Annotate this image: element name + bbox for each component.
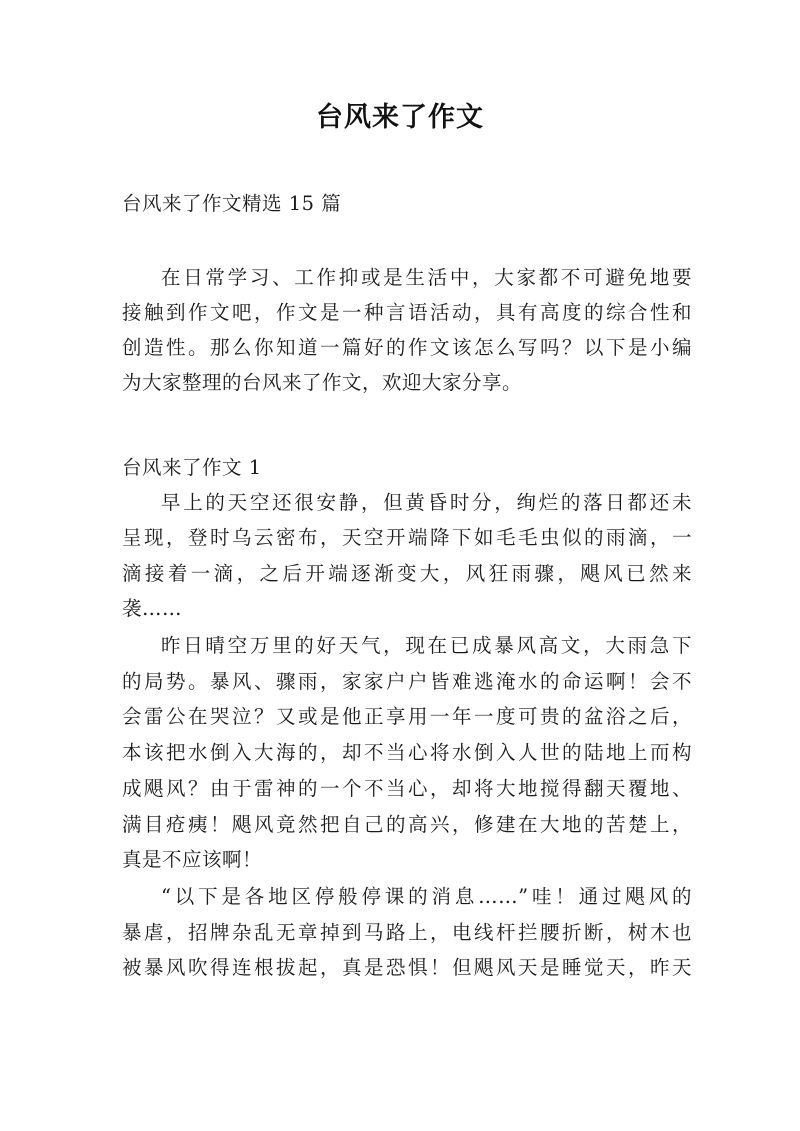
paragraph-line: 袭……: [122, 597, 183, 620]
intro-line: 创造性。那么你知道一篇好的作文该怎么写吗？以下是小编: [122, 336, 692, 359]
paragraph-line: 真是不应该啊！: [122, 848, 263, 871]
intro-line: 为大家整理的台风来了作文，欢迎大家分享。: [122, 371, 523, 394]
paragraph-line: 呈现，登时乌云密布，天空开端降下如毛毛虫似的雨滴，一: [122, 526, 692, 549]
paragraph-line: 昨日晴空万里的好天气，现在已成暴风高文，大雨急下: [161, 634, 692, 657]
paragraph-line: 会雷公在哭泣？又或是他正享用一年一度可贵的盆浴之后，: [122, 705, 692, 728]
paragraph-line: 满目疮痍！飓风竟然把自己的高兴，修建在大地的苦楚上，: [122, 813, 692, 836]
paragraph-line: 本该把水倒入大海的，却不当心将水倒入人世的陆地上而构: [122, 741, 692, 764]
paragraph-line: 被暴风吹得连根拔起，真是恐惧！但飓风天是睡觉天，昨天: [122, 956, 692, 979]
paragraph-line: 早上的天空还很安静，但黄昏时分，绚烂的落日都还未: [161, 491, 692, 514]
section-heading: 台风来了作文 1: [122, 456, 262, 479]
intro-line: 在日常学习、工作抑或是生活中，大家都不可避免地要: [161, 266, 692, 289]
document-title: 台风来了作文: [316, 102, 484, 133]
paragraph-line: 的局势。暴风、骤雨，家家户户皆难逃淹水的命运啊！会不: [122, 670, 692, 693]
paragraph-line: 成飓风？由于雷神的一个不当心，却将大地搅得翻天覆地、: [122, 777, 692, 800]
intro-line: 接触到作文吧，作文是一种言语活动，具有高度的综合性和: [122, 301, 692, 324]
paragraph-line: “以下是各地区停般停课的消息……”哇！通过飓风的: [161, 885, 692, 908]
paragraph-line: 暴虐，招牌杂乱无章掉到马路上，电线杆拦腰折断，树木也: [122, 921, 692, 944]
document-subtitle: 台风来了作文精选 15 篇: [122, 192, 342, 215]
paragraph-line: 滴接着一滴，之后开端逐渐变大，风狂雨骤，飓风已然来: [122, 562, 692, 585]
